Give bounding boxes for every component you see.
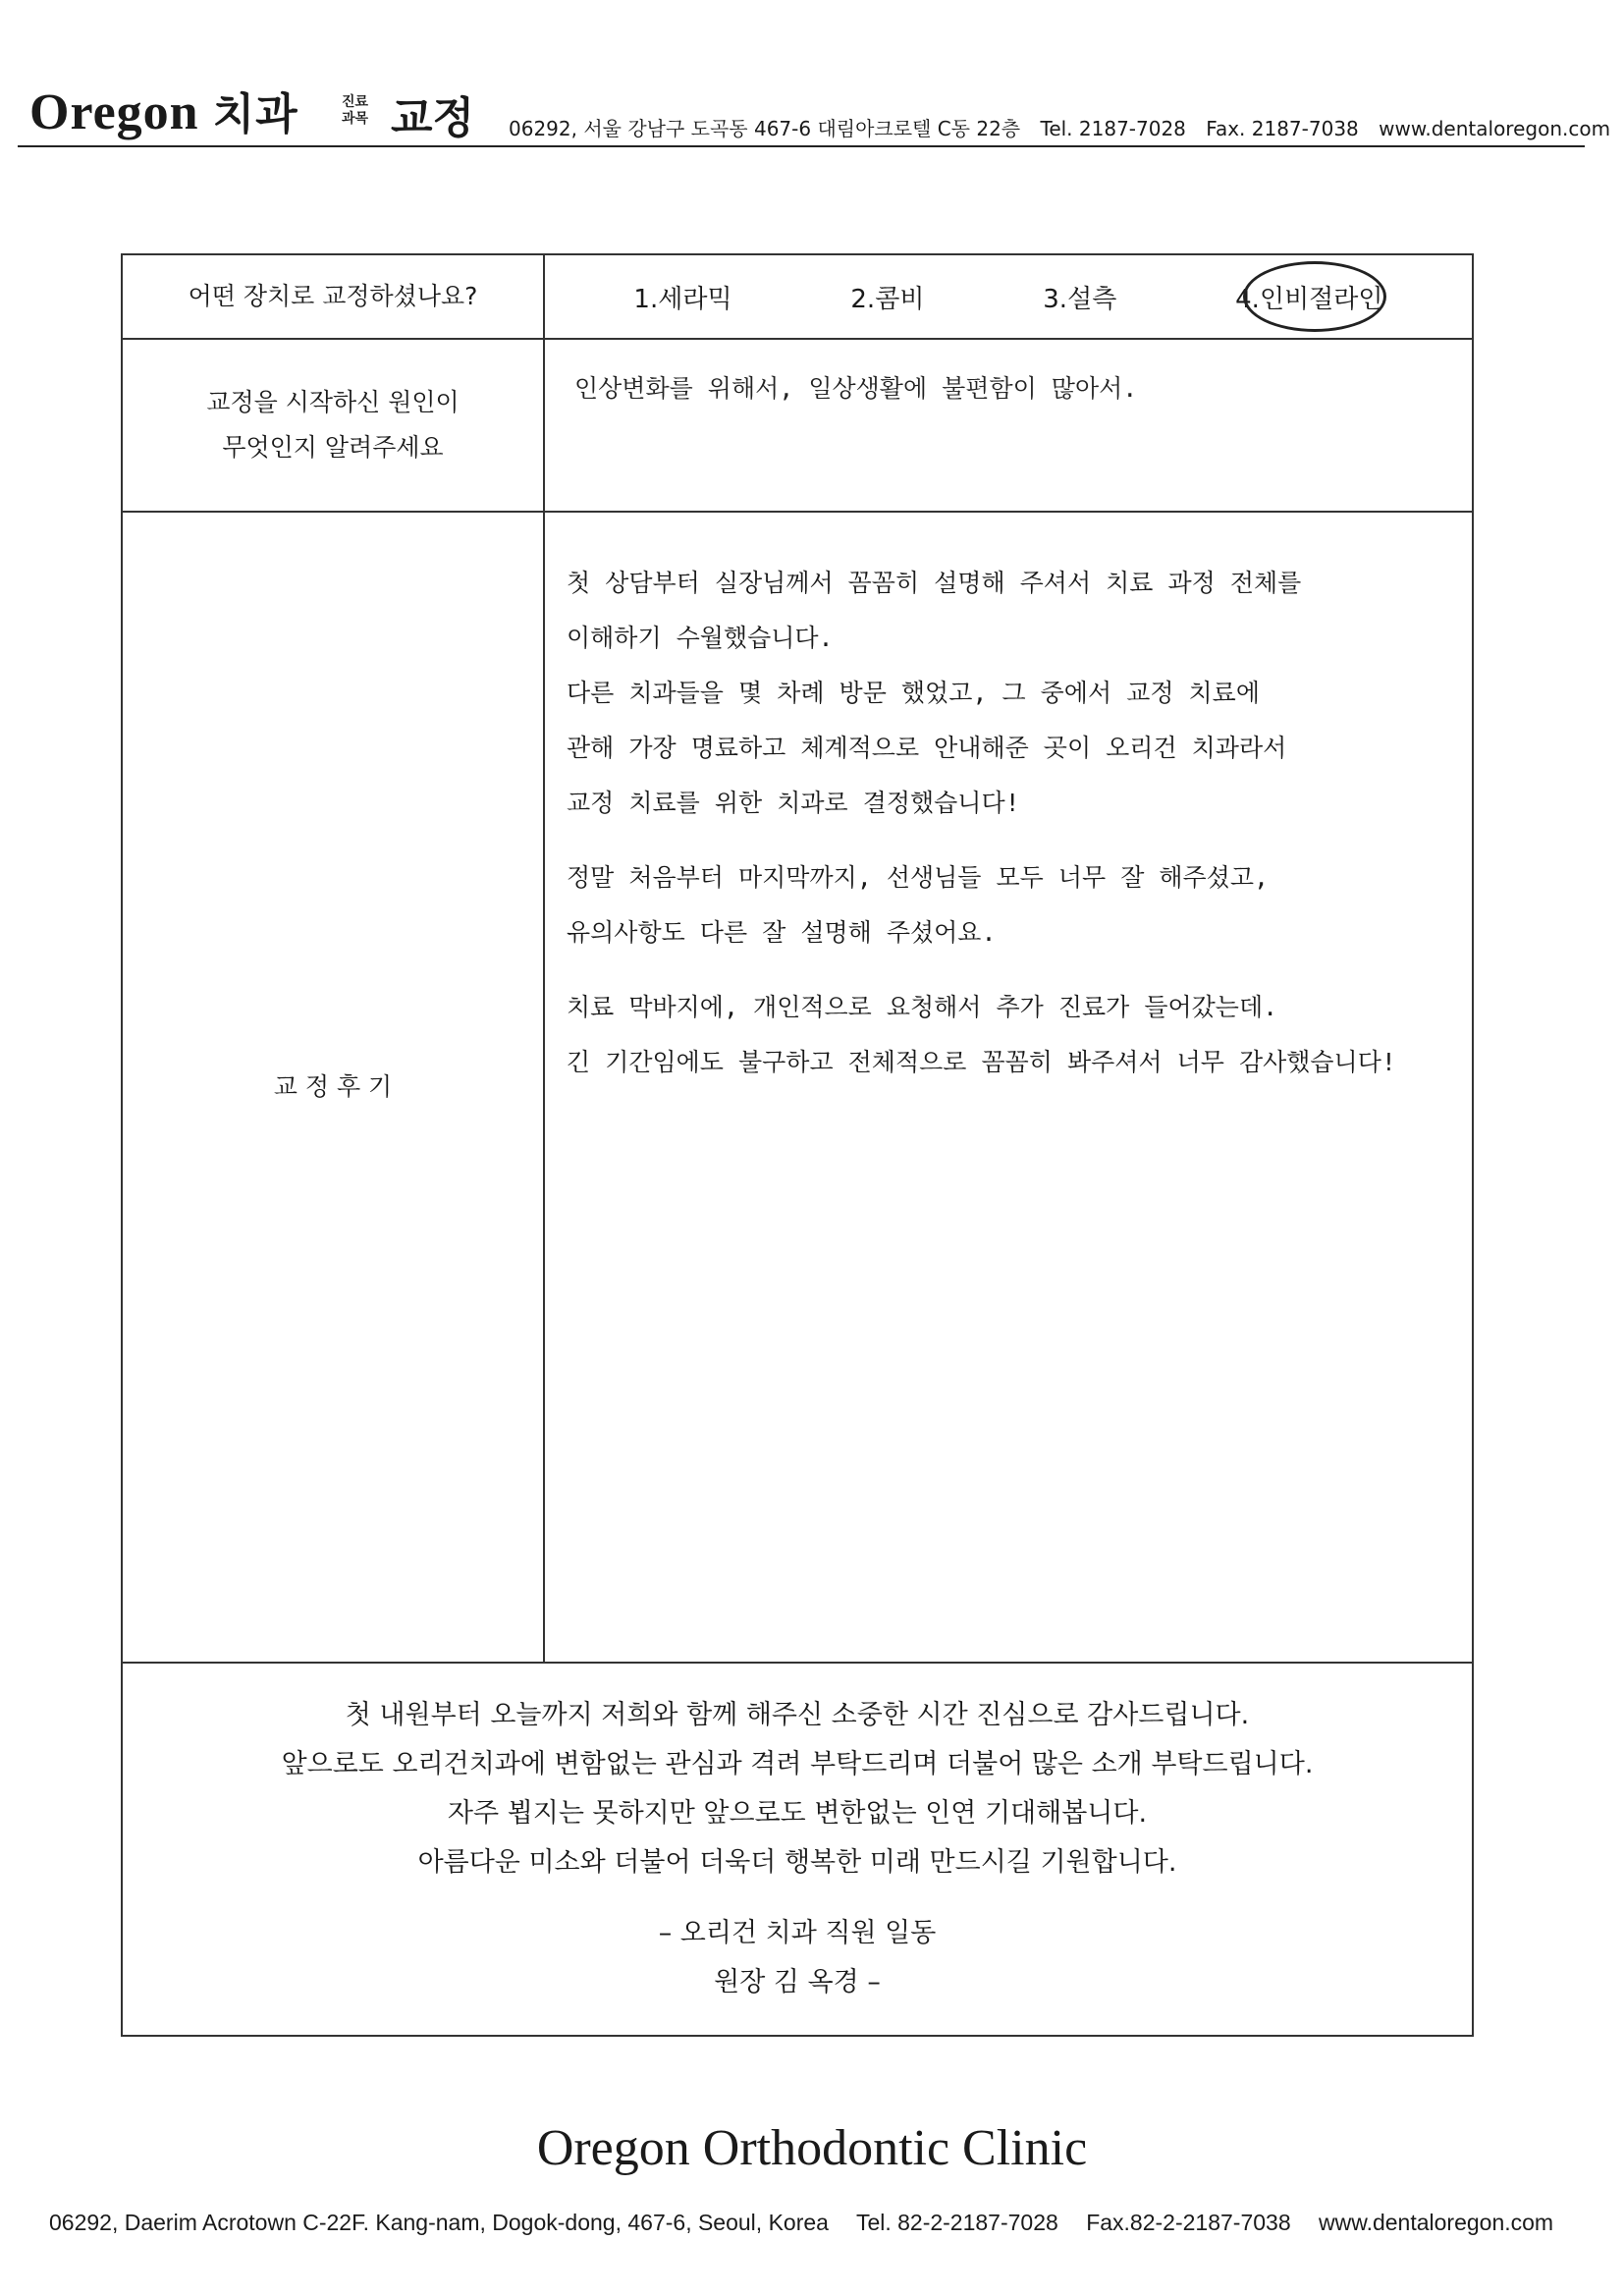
footer-website: www.dentaloregon.com: [1319, 2210, 1554, 2235]
closing-line: 아름다운 미소와 더불어 더욱더 행복한 미래 만드시길 기원합니다.: [417, 1847, 1177, 1878]
reason-question-line2: 무엇인지 알려주세요: [222, 433, 444, 462]
brand-logo: [29, 79, 298, 141]
subject-tag: 진료과목: [342, 94, 369, 127]
review-line: 치료 막바지에, 개인적으로 요청해서 추가 진료가 들어갔는데.: [567, 993, 1278, 1021]
closing-line: 첫 내원부터 오늘까지 저희와 함께 해주신 소중한 시간 진심으로 감사드립니다.: [345, 1700, 1250, 1730]
review-body: [544, 512, 1473, 1663]
letterhead: [18, 61, 1611, 149]
reason-answer: 인상변화를 위해서, 일상생활에 불편함이 많아서.: [574, 374, 1138, 403]
reason-answer-cell: [544, 339, 1473, 512]
review-form: [121, 253, 1474, 2037]
review-line: 관해 가장 명료하고 체계적으로 안내해준 곳이 오리건 치과라서: [567, 734, 1287, 762]
footer-contact: [49, 2210, 1581, 2236]
option-ceramic: 1.세라믹: [633, 284, 732, 314]
review-line: 다른 치과들을 몇 차례 방문 했었고, 그 중에서 교정 치료에: [567, 679, 1260, 707]
review-line: 정말 처음부터 마지막까지, 선생님들 모두 너무 잘 해주셨고,: [567, 863, 1270, 892]
header-divider: [18, 145, 1585, 147]
option-lingual: 3.설측: [1043, 284, 1117, 314]
review-line: 이해하기 수월했습니다.: [567, 624, 834, 652]
reason-question-line1: 교정을 시작하신 원인이: [206, 388, 460, 416]
review-label: 교 정 후 기: [122, 512, 544, 1663]
review-line: 첫 상담부터 실장님께서 꼼꼼히 설명해 주셔서 치료 과정 전체를: [567, 569, 1302, 597]
reason-question: [122, 339, 544, 512]
brand-ko: 치과: [212, 89, 298, 139]
option-combi: 2.콤비: [850, 284, 925, 314]
appliance-question: 어떤 장치로 교정하셨나요?: [122, 254, 544, 339]
signature-line2: 원장 김 옥경 –: [714, 1967, 881, 1997]
review-line: 긴 기간임에도 불구하고 전체적으로 꼼꼼히 봐주셔서 너무 감사했습니다!: [567, 1048, 1396, 1076]
footer-title: Oregon Orthodontic Clinic: [536, 2120, 1088, 2176]
header-fax: Fax. 2187-7038: [1206, 117, 1359, 140]
header-tel: Tel. 2187-7028: [1040, 117, 1186, 140]
closing-line: 자주 뵙지는 못하지만 앞으로도 변한없는 인연 기대해봅니다.: [447, 1798, 1148, 1829]
closing-line: 앞으로도 오리건치과에 변함없는 관심과 격려 부탁드리며 더불어 많은 소개 부탁드립니다.: [281, 1749, 1314, 1779]
review-line: 교정 치료를 위한 치과로 결정했습니다!: [567, 789, 1020, 817]
header-contact: [509, 113, 1624, 141]
footer-fax: Fax.82-2-2187-7038: [1086, 2210, 1291, 2235]
specialty: 교정: [391, 93, 475, 143]
brand-en: Oregon: [29, 84, 199, 140]
header-address: 06292, 서울 강남구 도곡동 467-6 대림아크로텔 C동 22층: [509, 117, 1021, 140]
footer-address: 06292, Daerim Acrotown C-22F. Kang-nam, Dogok-dong, 467-6, Seoul, Korea: [49, 2210, 829, 2235]
closing-message: [122, 1663, 1473, 2036]
footer-tel: Tel. 82-2-2187-7028: [855, 2210, 1058, 2235]
review-line: 유의사항도 다른 잘 설명해 주셨어요.: [567, 918, 997, 947]
appliance-options-cell: [544, 254, 1473, 339]
header-website: www.dentaloregon.com: [1379, 117, 1611, 140]
option-invisalign-circled: 4.인비절라인: [1235, 279, 1382, 315]
signature-line1: – 오리건 치과 직원 일동: [658, 1918, 937, 1948]
appliance-options: [545, 279, 1472, 315]
